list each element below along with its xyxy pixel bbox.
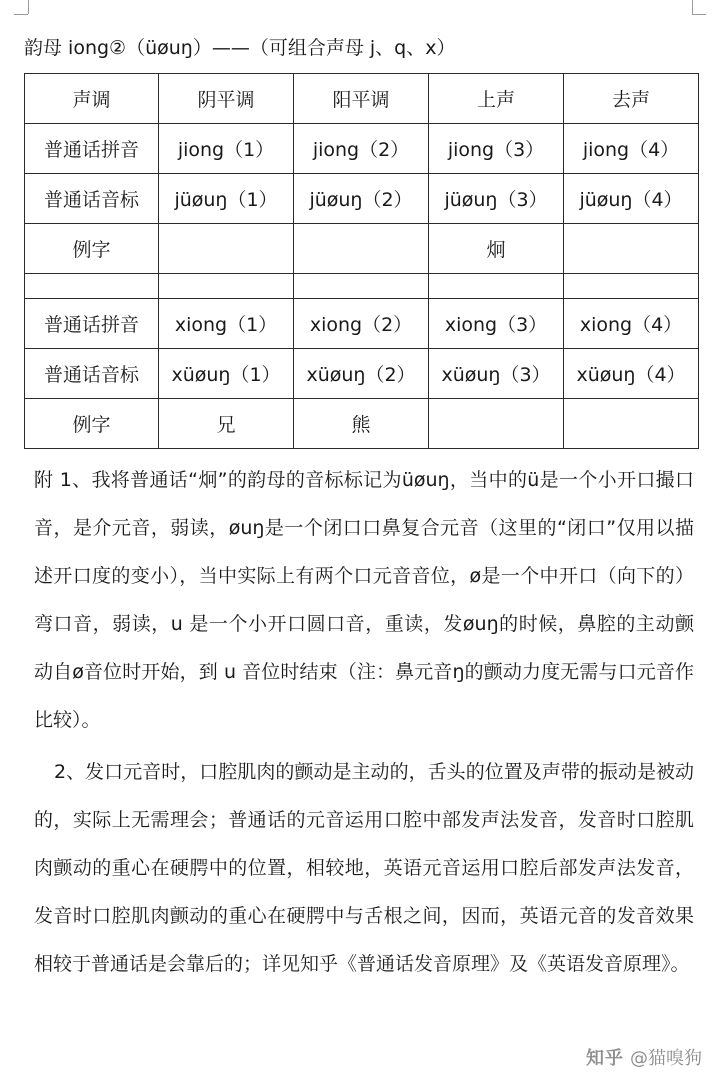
table-row [25, 174, 699, 224]
crop-mark-right-h [692, 14, 706, 15]
table-cell [294, 274, 429, 299]
table-cell: 例字 [25, 399, 159, 449]
table-cell [429, 274, 564, 299]
table-cell: xüøuŋ（3） [429, 349, 564, 399]
table-cell [564, 274, 699, 299]
table-cell: jüøuŋ（2） [294, 174, 429, 224]
table-cell [564, 224, 699, 274]
table-cell: 熊 [294, 399, 429, 449]
table-cell: 例字 [25, 224, 159, 274]
table-row [25, 299, 699, 349]
crop-mark-left [28, 0, 29, 14]
table-cell: xüøuŋ（1） [159, 349, 294, 399]
table-cell [564, 399, 699, 449]
table-cell [159, 274, 294, 299]
table-spacer-row [25, 274, 699, 299]
table-cell: 去声 [564, 74, 699, 124]
page-title: 韵母 iong②（üøuŋ）——（可组合声母 j、q、x） [24, 37, 456, 59]
table-cell: jiong（2） [294, 124, 429, 174]
crop-mark-left-h [14, 14, 28, 15]
table-cell [159, 224, 294, 274]
table-cell: 声调 [25, 74, 159, 124]
table-cell: jüøuŋ（3） [429, 174, 564, 224]
watermark-author: @猫嗅狗 [630, 1048, 702, 1069]
table-cell: xüøuŋ（2） [294, 349, 429, 399]
table-cell: 兄 [159, 399, 294, 449]
table-cell: 阴平调 [159, 74, 294, 124]
table-row [25, 224, 699, 274]
table-cell: 阳平调 [294, 74, 429, 124]
table-cell: 上声 [429, 74, 564, 124]
crop-mark-right [692, 0, 693, 14]
table-cell: xiong（3） [429, 299, 564, 349]
watermark [586, 1044, 702, 1070]
table-row [25, 399, 699, 449]
table-cell: 普通话拼音 [25, 124, 159, 174]
table-cell: xiong（4） [564, 299, 699, 349]
table-cell: 普通话音标 [25, 349, 159, 399]
notes-section [34, 456, 694, 988]
zhihu-logo: 知乎 [586, 1048, 624, 1069]
table-row [25, 124, 699, 174]
table-cell: 普通话音标 [25, 174, 159, 224]
note-paragraph-1: 附 1、我将普通话“炯”的韵母的音标标记为üøuŋ，当中的ü是一个小开口撮口音，是介元音，弱读，øuŋ是一个闭口口鼻复合元音（这里的“闭口”仅用以描述开口度的变小），当中实际上有两个口元音音位，ø是一个中开口（向下的）弯口音，弱读，u 是一个小开口圆口音，重读，发øuŋ的时候，鼻腔的主动颤动自ø音位时开始，到 u 音位时结束（注：鼻元音ŋ的颤动力度无需与口元音作比较）。 [34, 469, 694, 731]
table-cell: jiong（1） [159, 124, 294, 174]
table-cell: 炯 [429, 224, 564, 274]
table-header-row [25, 74, 699, 124]
table-cell: 普通话拼音 [25, 299, 159, 349]
table-row [25, 349, 699, 399]
table-cell [294, 224, 429, 274]
table-cell: jiong（3） [429, 124, 564, 174]
rime-table [24, 73, 699, 449]
table-cell: jiong（4） [564, 124, 699, 174]
table-cell: jüøuŋ（1） [159, 174, 294, 224]
note-paragraph-2: 2、发口元音时，口腔肌肉的颤动是主动的，舌头的位置及声带的振动是被动的，实际上无需理会；普通话的元音运用口腔中部发声法发音，发音时口腔肌肉颤动的重心在硬腭中的位置，相较地，英语元音运用口腔后部发声法发音，发音时口腔肌肉颤动的重心在硬腭中与舌根之间，因而，英语元音的发音效果相较于普通话是会靠后的；详见知乎《普通话发音原理》及《英语发音原理》。 [34, 761, 694, 975]
table-cell: jüøuŋ（4） [564, 174, 699, 224]
table-cell: xiong（2） [294, 299, 429, 349]
table-cell: xüøuŋ（4） [564, 349, 699, 399]
table-cell: xiong（1） [159, 299, 294, 349]
table-cell [25, 274, 159, 299]
table-cell [429, 399, 564, 449]
